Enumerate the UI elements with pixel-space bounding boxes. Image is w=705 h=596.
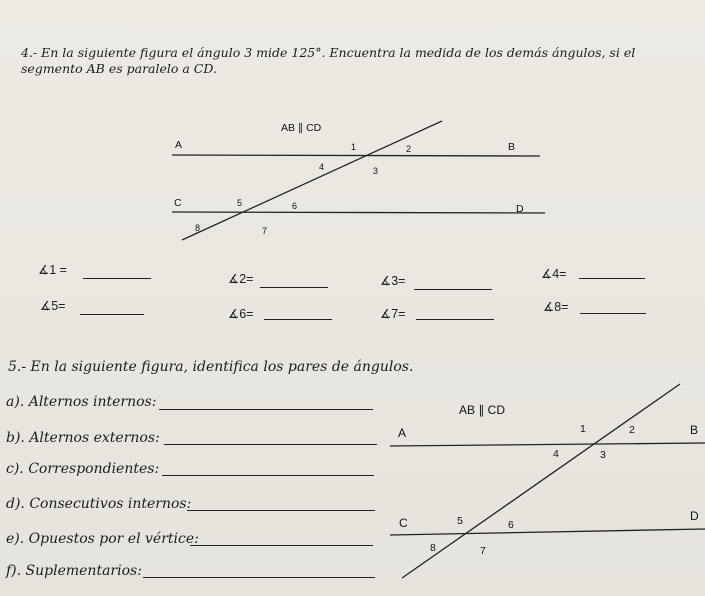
figure-1-angle-5: 5: [237, 198, 243, 208]
angle-1-label: ∡1 =: [38, 263, 67, 277]
figure-2-point-d: D: [690, 509, 699, 523]
figure-2-angle-8: 8: [430, 542, 436, 554]
figure-2-angle-6: 6: [508, 519, 514, 531]
figure-1-angle-8: 8: [195, 223, 201, 233]
figure-1-angle-6: 6: [292, 201, 298, 211]
figure-1-angle-7: 7: [262, 226, 268, 236]
figure-2-angle-5: 5: [457, 515, 463, 527]
figure-2-angle-2: 2: [629, 424, 635, 436]
figure-2-point-a: A: [398, 426, 407, 440]
figure-1-parallel-label: AB ∥ CD: [281, 122, 322, 134]
figure-1-angle-4: 4: [319, 162, 325, 172]
figure-2-angle-3: 3: [600, 449, 606, 461]
question-4-line-2: segmento AB es paralelo a CD.: [21, 61, 217, 76]
figure-1-point-b: B: [508, 141, 516, 153]
item-d-label: d). Consecutivos internos:: [6, 496, 192, 512]
angle-5-label: ∡5=: [40, 299, 66, 313]
angle-6-label: ∡6=: [228, 307, 254, 321]
item-e-label: e). Opuestos por el vértice:: [6, 531, 199, 547]
figure-1-angle-2: 2: [406, 144, 412, 154]
figure-2-point-c: C: [399, 516, 408, 530]
angle-3-label: ∡3=: [380, 274, 406, 288]
angle-8-label: ∡8=: [543, 300, 569, 314]
figure-1-angle-1: 1: [351, 142, 357, 152]
item-b-label: b). Alternos externos:: [6, 430, 160, 446]
figure-2-angle-4: 4: [553, 448, 559, 460]
figure-2-angle-7: 7: [480, 545, 486, 557]
figure-1-point-c: C: [174, 197, 182, 209]
angle-4-label: ∡4=: [541, 267, 567, 281]
figure-1-point-a: A: [175, 139, 183, 151]
question-4-line-1: 4.- En la siguiente figura el ángulo 3 mide 125°. Encuentra la medida de los demás ángulos, si el: [21, 45, 636, 60]
figure-1-angle-3: 3: [373, 166, 379, 176]
angle-2-label: ∡2=: [228, 272, 254, 286]
item-f-label: f). Suplementarios:: [6, 563, 142, 579]
figure-2-angle-1: 1: [580, 423, 586, 435]
item-c-label: c). Correspondientes:: [6, 461, 160, 477]
figure-2-point-b: B: [690, 423, 699, 437]
angle-7-label: ∡7=: [380, 307, 406, 321]
item-a-label: a). Alternos internos:: [6, 394, 157, 410]
figure-2-parallel-label: AB ∥ CD: [459, 403, 506, 417]
figure-1-point-d: D: [516, 203, 524, 215]
question-5-title: 5.- En la siguiente figura, identifica los pares de ángulos.: [8, 359, 414, 375]
